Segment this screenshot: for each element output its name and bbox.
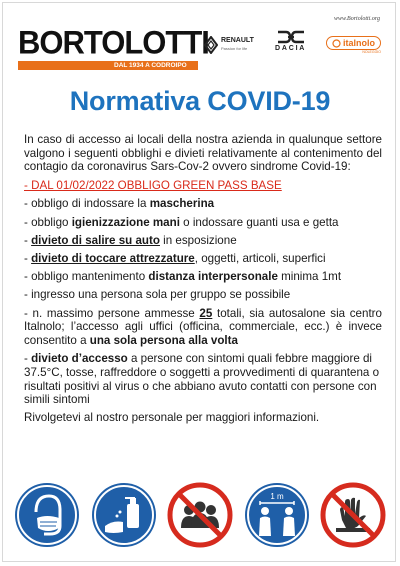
renault-name: RENAULT — [221, 37, 254, 44]
rule-touch: - divieto di toccare attrezzature, oggetti, articoli, superfici — [24, 251, 326, 265]
footer-icons — [14, 482, 386, 548]
rule-mask: - obbligo di indossare la mascherina — [24, 197, 215, 211]
rule-max-people: - n. massimo persone ammesse 25 totali, sia autosalone sia centro Italnolo; l’accesso agli uffici (officina, commerciale, ecc.) è invece consentito a una sola persona alla volta — [24, 306, 382, 347]
green-pass-rule: - DAL 01/02/2022 OBBLIGO GREEN PASS BASE — [24, 179, 282, 193]
rule-distance: - obbligo mantenimento distanza interpersonale minima 1mt — [24, 270, 342, 284]
hand-sanitizer-icon — [91, 482, 157, 548]
website-text: www.Bortolotti.org — [333, 16, 380, 22]
dacia-logo — [275, 30, 306, 52]
renault-diamond-icon — [204, 36, 218, 54]
renault-tagline: Passion for life — [221, 46, 248, 51]
dacia-emblem-icon — [276, 30, 306, 44]
rule-hands: - obbligo igienizzazione mani o indossare guanti usa e getta — [24, 215, 339, 229]
distance-1m-icon — [244, 482, 310, 548]
distance-label: 1 m — [269, 492, 284, 501]
rule-entry-ban: - divieto d’accesso a persone con sintomi quali febbre maggiore di 37.5°C, tosse, raffreddore o soggetti a provvedimenti di quarantena o risultati positivi al virus o che abbiano avuto contatti con persone con simili sintomi — [24, 352, 380, 407]
italnolo-mark-icon — [332, 39, 341, 48]
logo-tagline: DAL 1934 A CODROIPO — [114, 62, 187, 69]
intro-paragraph: In caso di accesso ai locali della nostra azienda in qualunque settore valgono i seguenti obblighi e divieti relativamente al contenimento del contagio da coronavirus Sars-Cov-2 ovvero sindrome Covid-19: — [24, 133, 382, 174]
page-title: Normativa COVID-19 — [69, 86, 331, 116]
italnolo-logo — [326, 36, 381, 54]
notice-body — [24, 133, 382, 430]
bortolotti-logo — [18, 24, 209, 72]
renault-logo — [204, 36, 254, 54]
no-touch-icon — [320, 482, 386, 548]
mask-icon — [14, 482, 80, 548]
italnolo-name: italnolo — [343, 38, 375, 48]
dacia-name: DACIA — [275, 45, 307, 52]
header — [18, 16, 384, 74]
italnolo-tagline: NOLEGGIO — [362, 50, 381, 54]
rule-one-person: - ingresso una persona sola per gruppo se possibile — [24, 288, 291, 302]
closing-text: Rivolgetevi al nostro personale per maggiori informazioni. — [24, 411, 320, 425]
no-crowd-icon — [167, 482, 233, 548]
rule-car: - divieto di salire su auto in esposizione — [24, 233, 237, 247]
logo-word: BORTOLOTTI — [18, 24, 209, 61]
